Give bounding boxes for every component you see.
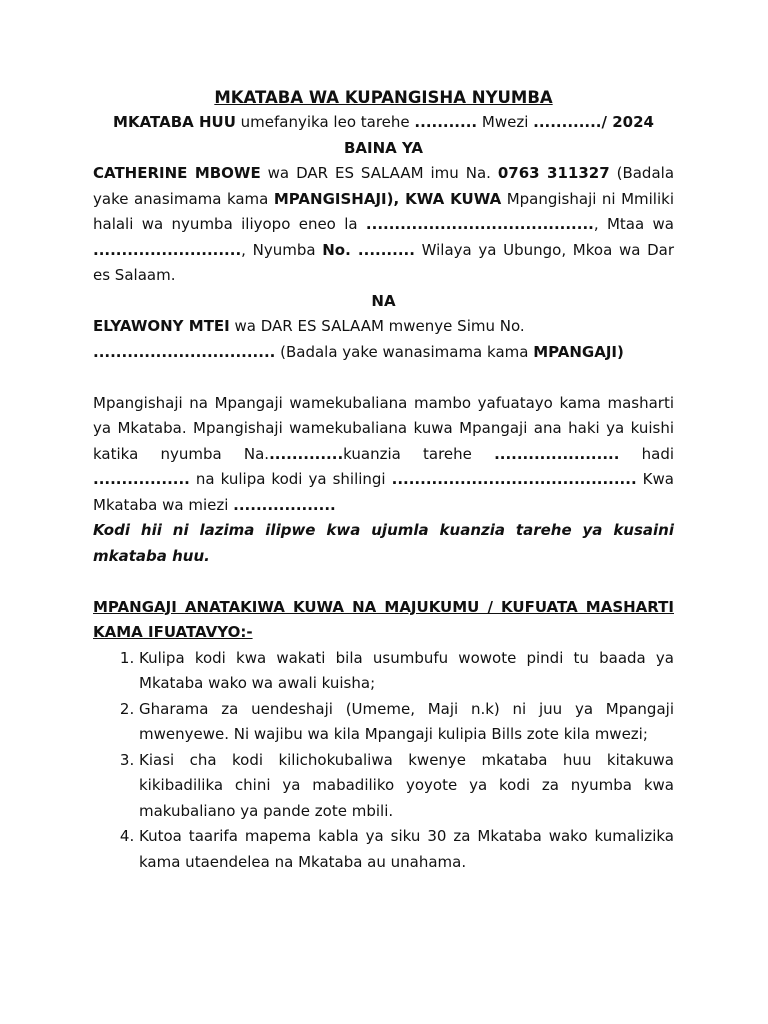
and-heading: [93, 289, 674, 315]
landlord-text-2: (Badala yake anasimama kama: [93, 164, 675, 208]
document-title: MKATABA WA KUPANGISHA NYUMBA: [214, 88, 553, 107]
landlord-text-6: Wilaya ya Ubungo, Mkoa wa Dar es Salaam.: [93, 240, 675, 284]
list-item: 3. Kiasi cha kodi kilichokubaliwa kwenye mkataba huu kitakuwa kikibadilika chini ya mabadiliko yoyote ya kodi za nyumba kwa makubaliano ya pande zote mbili.: [139, 748, 674, 825]
list-item: 2. Gharama za uendeshaji (Umeme, Maji n.k) ni juu ya Mpangaji mwenyewe. Ni wajibu wa kila Mpangaji kulipia Bills zote kila mwezi;: [139, 697, 674, 748]
document-body: [93, 85, 674, 875]
street-blank: ..........................: [93, 240, 242, 259]
and-label: NA: [371, 291, 396, 310]
agreement-text-5: Kwa Mkataba wa miezi: [93, 470, 674, 514]
end-date-blank: .................: [93, 470, 190, 488]
house-no-blank: .............: [269, 444, 344, 463]
tenant-paragraph: [93, 314, 674, 365]
between-label: BAINA YA: [343, 138, 424, 157]
month-text: Mwezi: [477, 113, 534, 131]
tenant-role: MPANGAJI): [533, 342, 624, 361]
list-item: 1. Kulipa kodi kwa wakati bila usumbufu wowote pindi tu baada ya Mkataba wako wa awali kuisha;: [139, 646, 674, 697]
landlord-name: CATHERINE MBOWE: [93, 164, 261, 182]
landlord-paragraph: [93, 161, 674, 289]
agreement-paragraph: [93, 391, 674, 519]
agreement-text-2: kuanzia tarehe: [343, 444, 495, 463]
tenant-phone-blank: ................................: [93, 342, 276, 361]
spacer: [93, 569, 674, 595]
tenant-name: ELYAWONY MTEI: [93, 317, 230, 335]
date-text: umefanyika leo tarehe: [235, 113, 415, 131]
conditions-heading: MPANGAJI ANATAKIWA KUWA NA MAJUKUMU / KUFUATA MASHARTI KAMA IFUATAVYO:-: [93, 597, 674, 641]
landlord-text-5: , Nyumba: [241, 240, 323, 259]
contract-label: MKATABA HUU: [113, 113, 236, 131]
agreement-text-4: na kulipa kodi ya shilingi: [189, 470, 392, 488]
rent-note: Kodi hii ni lazima ilipwe kwa ujumla kuanzia tarehe ya kusaini mkataba huu.: [93, 521, 674, 565]
house-number-blank: No. ..........: [322, 240, 415, 259]
agreement-text-3: hadi: [619, 444, 675, 463]
rent-amount-blank: ...........................................: [391, 470, 637, 488]
start-date-blank: ......................: [494, 444, 620, 463]
tenant-text-2: (Badala yake wanasimama kama: [275, 342, 534, 361]
between-heading: [93, 136, 674, 162]
conditions-list: [93, 646, 674, 876]
landlord-role: MPANGISHAJI), KWA KUWA: [273, 189, 502, 208]
date-blank: ...........: [414, 113, 478, 131]
location-blank: ........................................: [365, 215, 594, 233]
spacer: [93, 365, 674, 391]
landlord-text-4: , Mtaa wa: [593, 215, 674, 233]
months-blank: ..................: [233, 495, 336, 514]
tenant-text-1: wa DAR ES SALAAM mwenye Simu No.: [229, 317, 525, 335]
landlord-text-1: wa DAR ES SALAAM imu Na.: [260, 164, 498, 182]
contract-date-line: [93, 110, 674, 136]
month-year-blank: ............/ 2024: [533, 113, 654, 131]
agreement-text-1: Mpangishaji na Mpangaji wamekubaliana mambo yafuatayo kama masharti ya Mkataba. Mpangishaji wamekubaliana kuwa Mpangaji ana haki ya kuishi katika nyumba Na.: [93, 393, 674, 463]
landlord-phone: 0763 311327: [497, 164, 610, 182]
list-item: 4. Kutoa taarifa mapema kabla ya siku 30 za Mkataba wako kumalizika kama utaendelea na Mkataba au unahama.: [139, 824, 674, 875]
landlord-text-3: Mpangishaji ni Mmiliki halali wa nyumba iliyopo eneo la: [93, 189, 675, 233]
